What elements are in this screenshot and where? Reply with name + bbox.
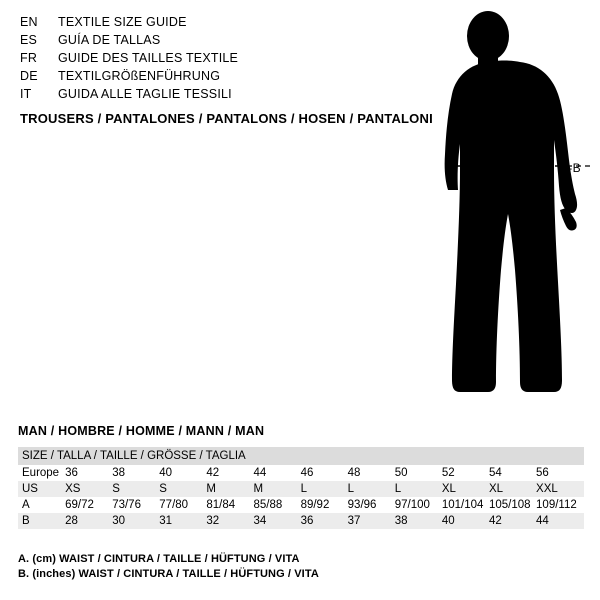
language-text: GUÍA DE TALLAS <box>58 33 161 47</box>
cell: 105/108 <box>488 499 531 511</box>
cell: 97/100 <box>394 499 430 511</box>
table-row <box>18 465 584 481</box>
cell: 52 <box>441 467 455 479</box>
cell: 42 <box>206 467 220 479</box>
table-row <box>18 497 584 513</box>
cell: 101/104 <box>441 499 484 511</box>
language-row <box>20 69 380 87</box>
cell: XL <box>489 481 536 497</box>
cell: 34 <box>253 513 300 529</box>
cell: S <box>159 481 206 497</box>
cell: XL <box>442 481 489 497</box>
cell: 109/112 <box>536 499 577 511</box>
language-text: TEXTILGRÖßENFÜHRUNG <box>58 69 221 83</box>
language-code: EN <box>20 15 38 29</box>
language-row <box>20 33 380 51</box>
language-row <box>20 51 380 69</box>
cell: 38 <box>112 467 125 479</box>
table-header-label: SIZE / TALLA / TAILLE / GRÖSSE / TAGLIA <box>18 447 584 465</box>
cell: 50 <box>394 467 408 479</box>
table-title: MAN / HOMBRE / HOMME / MANN / MAN <box>18 424 265 438</box>
cell: S <box>112 481 159 497</box>
cell: 77/80 <box>159 499 189 511</box>
row-label: US <box>18 481 65 497</box>
language-text: GUIDA ALLE TAGLIE TESSILI <box>58 87 232 101</box>
language-code: FR <box>20 51 38 65</box>
body-figure <box>400 8 600 408</box>
cell: 31 <box>159 513 206 529</box>
language-text: TEXTILE SIZE GUIDE <box>58 15 187 29</box>
measurement-label-ab: A-B <box>560 161 581 175</box>
cell: L <box>301 481 348 497</box>
cell: 81/84 <box>206 499 236 511</box>
cell: 48 <box>347 467 361 479</box>
cell: 30 <box>112 513 159 529</box>
cell: 54 <box>488 467 502 479</box>
footnotes <box>18 552 578 582</box>
man-silhouette-icon <box>400 8 600 408</box>
cell: 85/88 <box>253 499 283 511</box>
language-code: DE <box>20 69 38 83</box>
language-text: GUIDE DES TAILLES TEXTILE <box>58 51 239 65</box>
row-label: Europe <box>22 467 60 479</box>
cell: 44 <box>253 467 267 479</box>
language-code: IT <box>20 87 32 101</box>
cell: 32 <box>206 513 253 529</box>
cell: XS <box>65 481 112 497</box>
table-header-row <box>18 447 584 465</box>
cell: 56 <box>536 467 549 479</box>
cell: 38 <box>395 513 442 529</box>
category-title: TROUSERS / PANTALONES / PANTALONS / HOSEN / PANTALONI <box>20 111 433 126</box>
cell: 36 <box>301 513 348 529</box>
cell: XXL <box>536 481 584 497</box>
footnote-a: A. (cm) WAIST / CINTURA / TAILLE / HÜFTUNG / VITA <box>18 553 300 565</box>
language-row <box>20 87 380 105</box>
cell: 73/76 <box>112 499 141 511</box>
language-row <box>20 15 380 33</box>
cell: 93/96 <box>347 499 377 511</box>
cell: M <box>253 481 300 497</box>
cell: 36 <box>65 467 78 479</box>
cell: 42 <box>489 513 536 529</box>
cell: 69/72 <box>65 499 94 511</box>
row-label: A <box>22 499 30 511</box>
cell: 37 <box>348 513 395 529</box>
size-table-section <box>18 424 584 529</box>
cell: 40 <box>159 467 173 479</box>
cell: 40 <box>442 513 489 529</box>
cell: 89/92 <box>300 499 330 511</box>
cell: M <box>206 481 253 497</box>
cell: L <box>395 481 442 497</box>
cell: 28 <box>65 513 112 529</box>
footnote-b: B. (inches) WAIST / CINTURA / TAILLE / HÜFTUNG / VITA <box>18 568 319 580</box>
table-row <box>18 481 584 497</box>
cell: L <box>348 481 395 497</box>
language-code: ES <box>20 33 38 47</box>
size-table <box>18 447 584 529</box>
table-row <box>18 513 584 529</box>
cell: 46 <box>300 467 314 479</box>
cell: 44 <box>536 513 584 529</box>
row-label: B <box>18 513 65 529</box>
language-list <box>20 15 380 105</box>
